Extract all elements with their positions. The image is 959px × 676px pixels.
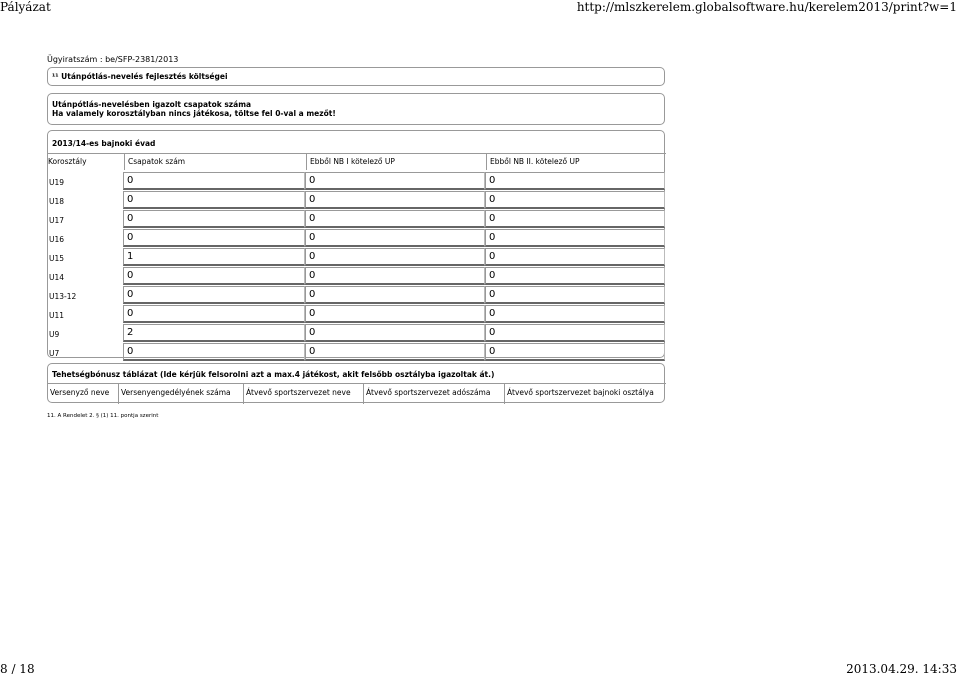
table-row (47, 324, 665, 342)
bonus-table (47, 363, 665, 403)
table-row (47, 210, 665, 228)
info-line-1: Utánpótlás-nevelésben igazolt csapatok száma (52, 100, 252, 109)
teams-value-field[interactable]: 0 (123, 210, 305, 228)
page-number: 8 / 18 (0, 662, 35, 676)
table-row (47, 343, 665, 361)
nb2-value-field[interactable]: 0 (485, 172, 665, 190)
column-header-age: Korosztály (48, 153, 124, 170)
age-group-label: U17 (49, 216, 65, 225)
teams-value-field[interactable]: 0 (123, 286, 305, 304)
nb1-value-field[interactable]: 0 (305, 172, 485, 190)
bonus-column-club-name: Átvevő sportszervezet neve (243, 383, 363, 404)
teams-value-field[interactable]: 1 (123, 248, 305, 266)
nb1-value-field[interactable]: 0 (305, 305, 485, 323)
column-header-nb1: Ebből NB I kötelező UP (306, 153, 486, 170)
nb2-value-field[interactable]: 0 (485, 324, 665, 342)
footnote: 11. A Rendelet 2. § (1) 11. pontja szerint (47, 413, 159, 419)
nb1-value-field[interactable]: 0 (305, 210, 485, 228)
teams-value-field[interactable]: 0 (123, 229, 305, 247)
teams-value-field[interactable]: 0 (123, 343, 305, 361)
table-row (47, 267, 665, 285)
nb1-value-field[interactable]: 0 (305, 191, 485, 209)
nb1-value-field[interactable]: 0 (305, 286, 485, 304)
age-group-label: U9 (49, 330, 60, 339)
age-group-label: U13-12 (49, 292, 77, 301)
nb2-value-field[interactable]: 0 (485, 305, 665, 323)
nb1-value-field[interactable]: 0 (305, 324, 485, 342)
nb1-value-field[interactable]: 0 (305, 267, 485, 285)
table-row (47, 191, 665, 209)
nb2-value-field[interactable]: 0 (485, 286, 665, 304)
page-header-url[interactable]: http://mlszkerelem.globalsoftware.hu/kerelem2013/print?w=1 (576, 0, 957, 14)
bonus-title: Tehetségbónusz táblázat (Ide kérjük felsorolni azt a max.4 játékost, akit felsőbb osztályba igazoltak át.) (52, 370, 495, 379)
nb1-value-field[interactable]: 0 (305, 343, 485, 361)
age-group-label: U19 (49, 178, 65, 187)
bonus-column-player-name: Versenyző neve (48, 383, 118, 404)
age-group-label: U16 (49, 235, 65, 244)
table-row (47, 286, 665, 304)
season-title: 2013/14-es bajnoki évad (52, 139, 156, 148)
age-group-label: U15 (49, 254, 65, 263)
nb2-value-field[interactable]: 0 (485, 210, 665, 228)
teams-value-field[interactable]: 0 (123, 305, 305, 323)
teams-value-field[interactable]: 0 (123, 267, 305, 285)
age-group-label: U11 (49, 311, 65, 320)
bonus-column-club-division: Átvevő sportszervezet bajnoki osztálya (504, 383, 666, 404)
teams-value-field[interactable]: 0 (123, 172, 305, 190)
table-row (47, 248, 665, 266)
age-group-label: U18 (49, 197, 65, 206)
nb2-value-field[interactable]: 0 (485, 343, 665, 361)
page-header-title: Pályázat (0, 0, 51, 14)
age-group-label: U7 (49, 349, 60, 358)
print-timestamp: 2013.04.29. 14:33 (846, 662, 957, 676)
column-header-teams: Csapatok szám (124, 153, 306, 170)
teams-value-field[interactable]: 2 (123, 324, 305, 342)
column-header-nb2: Ebből NB II. kötelező UP (486, 153, 666, 170)
info-line-2: Ha valamely korosztályban nincs játékosa, töltse fel 0-val a mezőt! (52, 109, 336, 118)
table-row (47, 229, 665, 247)
reference-number: Ügyiratszám : be/SFP-2381/2013 (47, 55, 179, 64)
nb2-value-field[interactable]: 0 (485, 267, 665, 285)
table-row (47, 305, 665, 323)
nb1-value-field[interactable]: 0 (305, 248, 485, 266)
bonus-column-license-number: Versenyengedélyének száma (118, 383, 243, 404)
nb2-value-field[interactable]: 0 (485, 229, 665, 247)
info-box (47, 93, 665, 125)
age-group-label: U14 (49, 273, 65, 282)
nb2-value-field[interactable]: 0 (485, 248, 665, 266)
table-row (47, 172, 665, 190)
section-title: ¹¹ Utánpótlás-nevelés fejlesztés költségei (47, 67, 665, 86)
teams-value-field[interactable]: 0 (123, 191, 305, 209)
bonus-column-club-tax-number: Átvevő sportszervezet adószáma (363, 383, 504, 404)
nb2-value-field[interactable]: 0 (485, 191, 665, 209)
nb1-value-field[interactable]: 0 (305, 229, 485, 247)
